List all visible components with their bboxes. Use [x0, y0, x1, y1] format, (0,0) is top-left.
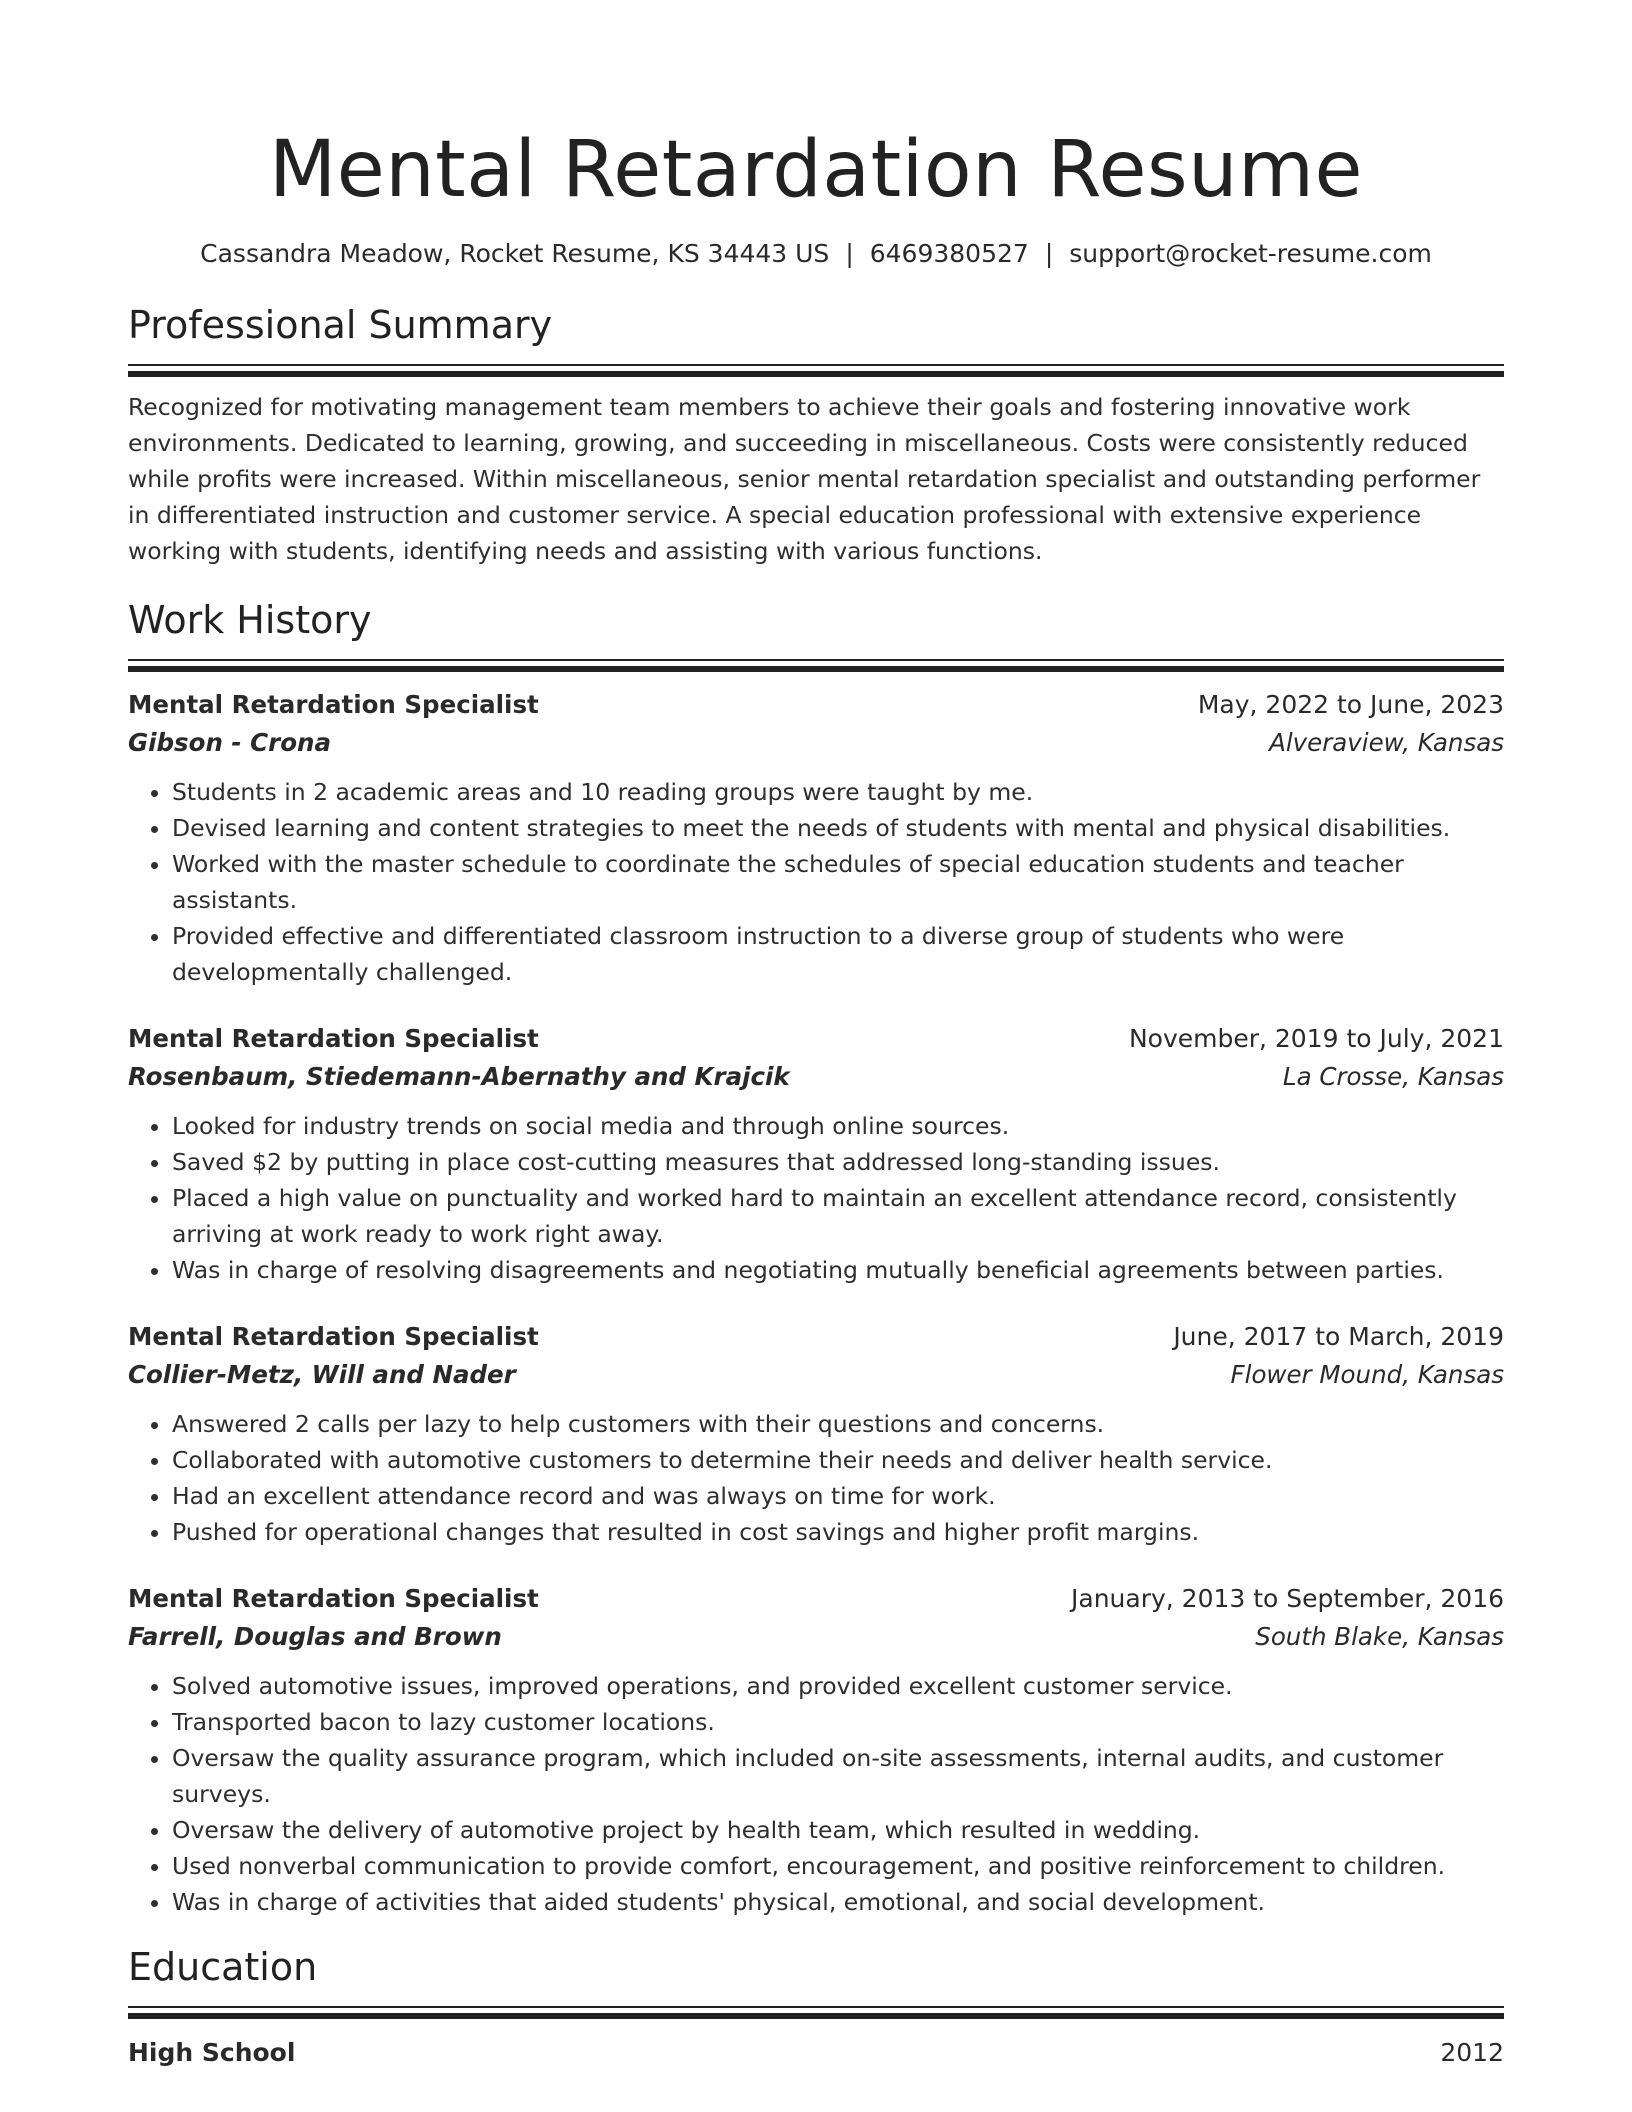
job-bullet: • Used nonverbal communication to provide comfort, encouragement, and positive reinforcement to children.	[172, 1848, 1504, 1884]
job-title: Mental Retardation Specialist	[128, 1024, 539, 1053]
job-company-row	[128, 1058, 1504, 1096]
job-company: Farrell, Douglas and Brown	[128, 1622, 502, 1651]
job-bullet: • Worked with the master schedule to coordinate the schedules of special education students and teacher assistants.	[172, 846, 1504, 918]
job-bullet: • Was in charge of resolving disagreements and negotiating mutually beneficial agreements between parties.	[172, 1252, 1504, 1288]
job-company-row	[128, 1618, 1504, 1656]
section-divider	[128, 364, 1504, 377]
job-bullet: • Provided effective and differentiated classroom instruction to a diverse group of students who were developmentally challenged.	[172, 918, 1504, 990]
contact-line	[128, 236, 1504, 272]
job-bullet: • Transported bacon to lazy customer locations.	[172, 1704, 1504, 1740]
job-bullet: • Saved $2 by putting in place cost-cutting measures that addressed long-standing issues.	[172, 1144, 1504, 1180]
education-section	[128, 1942, 1504, 2073]
education-degree: High School	[128, 2038, 296, 2067]
job-entry	[128, 686, 1504, 990]
job-header-row	[128, 686, 1504, 724]
job-company: Collier-Metz, Will and Nader	[128, 1360, 516, 1389]
job-bullets	[128, 1406, 1504, 1550]
contact-separator: |	[1044, 239, 1054, 268]
job-bullet: • Answered 2 calls per lazy to help customers with their questions and concerns.	[172, 1406, 1504, 1442]
job-bullets	[128, 774, 1504, 990]
job-dates: June, 2017 to March, 2019	[1173, 1322, 1504, 1351]
job-dates: January, 2013 to September, 2016	[1071, 1584, 1504, 1613]
job-bullet: • Looked for industry trends on social media and through online sources.	[172, 1108, 1504, 1144]
job-location: Alveraview, Kansas	[1269, 728, 1504, 757]
job-bullet: • Pushed for operational changes that resulted in cost savings and higher profit margins.	[172, 1514, 1504, 1550]
job-bullet: • Oversaw the delivery of automotive project by health team, which resulted in wedding.	[172, 1812, 1504, 1848]
section-divider	[128, 2006, 1504, 2019]
job-company-row	[128, 1356, 1504, 1394]
education-entry	[128, 2033, 1504, 2073]
work-history-heading: Work History	[128, 598, 372, 642]
job-company: Gibson - Crona	[128, 728, 331, 757]
job-location: Flower Mound, Kansas	[1230, 1360, 1504, 1389]
summary-heading: Professional Summary	[128, 303, 553, 347]
job-header-row	[128, 1318, 1504, 1356]
job-company: Rosenbaum, Stiedemann-Abernathy and Krajcik	[128, 1062, 790, 1091]
summary-text: Recognized for motivating management team members to achieve their goals and fostering innovative work environments. Dedicated to learning, growing, and succeeding in miscellaneous. Costs were consistently reduced while profits were increased. Within miscellaneous, senior mental retardation specialist and outstanding performer in differentiated instruction and customer service. A special education professional with extensive experience working with students, identifying needs and assisting with various functions.	[128, 393, 1481, 565]
job-dates: May, 2022 to June, 2023	[1197, 690, 1504, 719]
summary-section	[128, 300, 1504, 569]
job-bullets	[128, 1668, 1504, 1920]
job-title: Mental Retardation Specialist	[128, 1584, 539, 1613]
job-bullet: • Students in 2 academic areas and 10 reading groups were taught by me.	[172, 774, 1504, 810]
job-bullet: • Placed a high value on punctuality and worked hard to maintain an excellent attendance record, consistently arriving at work ready to work right away.	[172, 1180, 1504, 1252]
job-header-row	[128, 1020, 1504, 1058]
contact-address: Cassandra Meadow, Rocket Resume, KS 34443 US	[200, 239, 830, 268]
job-entry	[128, 1318, 1504, 1550]
education-year: 2012	[1440, 2038, 1504, 2067]
job-location: South Blake, Kansas	[1255, 1622, 1504, 1651]
job-bullet: • Oversaw the quality assurance program, which included on-site assessments, internal audits, and customer surveys.	[172, 1740, 1504, 1812]
job-company-row	[128, 724, 1504, 762]
job-bullet: • Devised learning and content strategies to meet the needs of students with mental and physical disabilities.	[172, 810, 1504, 846]
work-history-section	[128, 595, 1504, 1920]
education-heading: Education	[128, 1945, 318, 1989]
section-divider	[128, 659, 1504, 672]
job-bullets	[128, 1108, 1504, 1288]
job-entry	[128, 1580, 1504, 1920]
resume-page	[128, 0, 1504, 2073]
job-header-row	[128, 1580, 1504, 1618]
job-title: Mental Retardation Specialist	[128, 690, 539, 719]
job-bullet: • Collaborated with automotive customers to determine their needs and deliver health service.	[172, 1442, 1504, 1478]
contact-email: support@rocket-resume.com	[1069, 239, 1432, 268]
job-title: Mental Retardation Specialist	[128, 1322, 539, 1351]
job-bullet: • Solved automotive issues, improved operations, and provided excellent customer service.	[172, 1668, 1504, 1704]
job-location: La Crosse, Kansas	[1282, 1062, 1504, 1091]
job-entry	[128, 1020, 1504, 1288]
contact-phone: 6469380527	[869, 239, 1029, 268]
contact-separator: |	[845, 239, 854, 268]
job-bullet: • Was in charge of activities that aided students' physical, emotional, and social development.	[172, 1884, 1504, 1920]
resume-title: Mental Retardation Resume	[268, 125, 1364, 215]
job-dates: November, 2019 to July, 2021	[1128, 1024, 1504, 1053]
job-bullet: • Had an excellent attendance record and was always on time for work.	[172, 1478, 1504, 1514]
